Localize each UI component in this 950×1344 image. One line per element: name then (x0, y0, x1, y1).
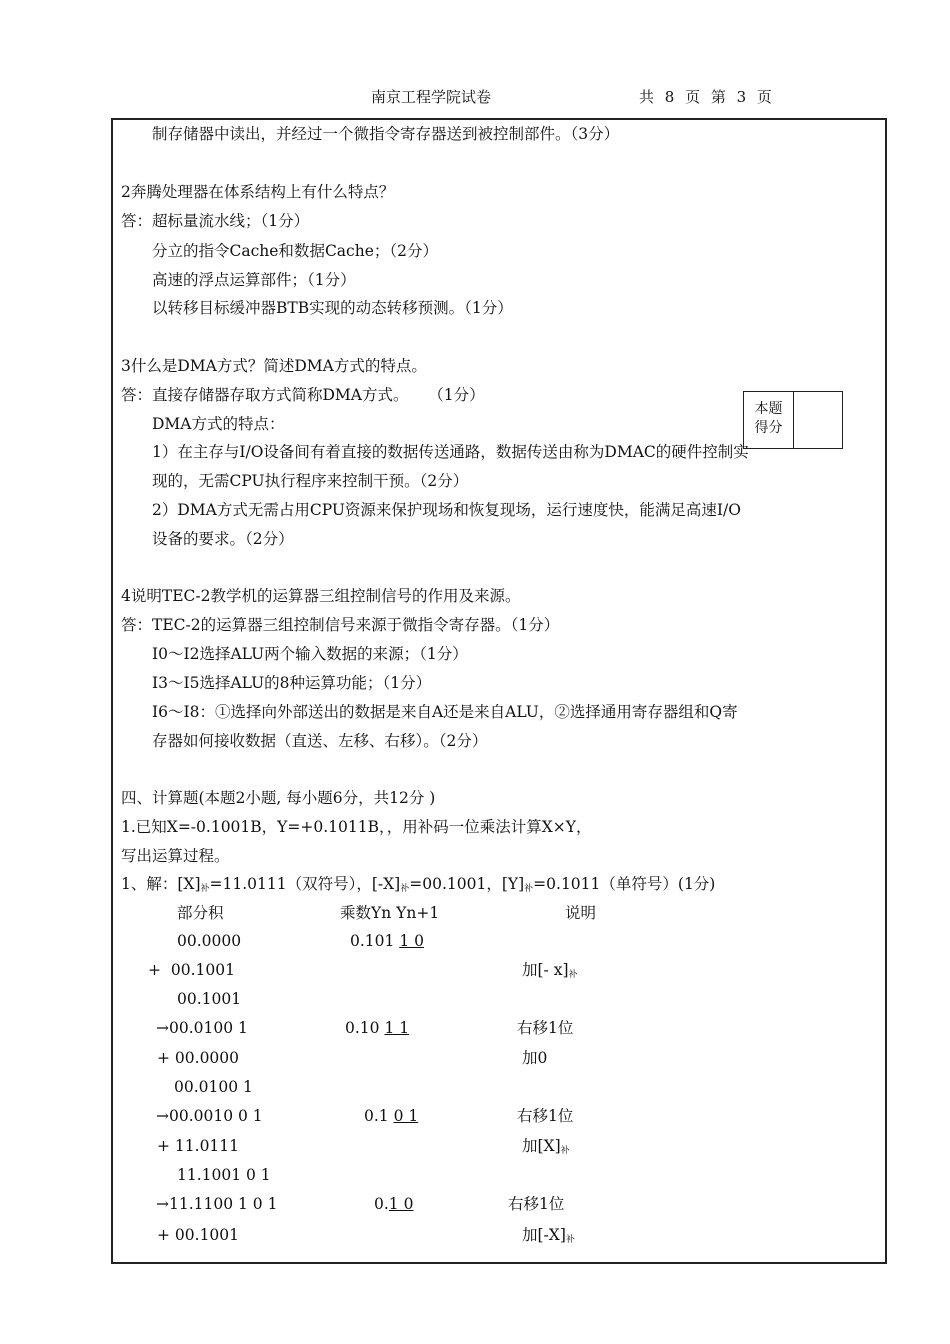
section-4-title: 四、计算题(本题2小题, 每小题6分，共12分 ) (121, 789, 436, 807)
calc-question-line: 1.已知X=-0.1001B，Y=+0.1011B，，用补码一位乘法计算X×Y， (121, 818, 592, 836)
calc-multiplier: 0.1 0 (374, 1195, 414, 1213)
answer-line: I6～I8：①选择向外部送出的数据是来自A还是来自ALU，②选择通用寄存器组和Q寄 (152, 703, 738, 721)
col-header-multiplier: 乘数Yn Yn+1 (340, 904, 440, 922)
answer-line: 现的，无需CPU执行程序来控制干预。（2分） (152, 472, 469, 490)
calc-multiplier: 0.1 0 1 (364, 1107, 419, 1125)
calc-partial: + 00.1001 (157, 1226, 240, 1244)
answer-line: 答：TEC-2的运算器三组控制信号来源于微指令寄存器。（1分） (121, 616, 560, 634)
page-count: 共 8 页 第 3 页 (639, 88, 772, 106)
answer-line: 设备的要求。（2分） (152, 530, 294, 548)
calc-note: 加[- $x]_补$ (522, 961, 578, 980)
score-box (743, 391, 843, 449)
score-label: 本题 得分 (744, 392, 794, 448)
answer-line: I3～I5选择ALU的8种运算功能；（1分） (152, 674, 432, 692)
text-line: 制存储器中读出，并经过一个微指令寄存器送到被控制部件。（3分） (152, 125, 620, 143)
answer-line: DMA方式的特点： (152, 415, 285, 433)
calc-note: 右移1位 (517, 1107, 574, 1125)
answer-line: 答：超标量流水线；（1分） (121, 212, 310, 230)
calc-partial: →00.0100 1 (156, 1019, 248, 1037)
col-header-partial: 部分积 (177, 904, 224, 922)
score-blank (794, 392, 842, 448)
solution-line: 1、解：$[X]_补=11.0111$（双符号），$[-X]_补=00.1001$，$[Y]_补=0.1011$（单符号）(1分) (121, 875, 716, 894)
calc-note: 加$[-X]_补$ (522, 1226, 575, 1245)
question-3-title: 3什么是DMA方式？简述DMA方式的特点。 (121, 357, 427, 375)
calc-note: 加0 (522, 1049, 548, 1067)
calc-note: 右移1位 (517, 1019, 574, 1037)
calc-partial: →11.1100 1 0 1 (156, 1195, 278, 1213)
page-header (0, 86, 950, 108)
calc-partial: + 11.0111 (157, 1137, 240, 1155)
calc-partial: + 00.0000 (157, 1049, 240, 1067)
calc-note: 加$[X]_补$ (522, 1137, 570, 1156)
calc-partial: 11.1001 0 1 (177, 1166, 271, 1184)
answer-line: 1）在主存与I/O设备间有着直接的数据传送通路，数据传送由称为DMAC的硬件控制实 (152, 443, 749, 461)
col-header-note: 说明 (565, 904, 597, 922)
calc-multiplier: 0.10 1 1 (345, 1019, 410, 1037)
calc-question-line: 写出运算过程。 (121, 847, 230, 865)
answer-line: 分立的指令Cache和数据Cache；（2分） (152, 242, 438, 260)
answer-line: I0～I2选择ALU两个输入数据的来源；（1分） (152, 645, 468, 663)
school-name: 南京工程学院试卷 (371, 88, 492, 106)
calc-note: 右移1位 (508, 1195, 565, 1213)
calc-partial: 00.1001 (177, 990, 242, 1008)
answer-line: 高速的浮点运算部件；（1分） (152, 271, 356, 289)
answer-line: 答：直接存储器存取方式简称DMA方式。 （1分） (121, 386, 485, 404)
answer-line: 以转移目标缓冲器BTB实现的动态转移预测。（1分） (152, 299, 513, 317)
answer-line: 存器如何接收数据（直送、左移、右移）。（2分） (152, 732, 488, 750)
calc-partial: 00.0100 1 (174, 1078, 253, 1096)
calc-partial: →00.0010 0 1 (156, 1107, 263, 1125)
calc-partial: + 00.1001 (148, 961, 235, 979)
calc-partial: 00.0000 (177, 932, 242, 950)
answer-line: 2）DMA方式无需占用CPU资源来保护现场和恢复现场，运行速度快，能满足高速I/O (152, 501, 741, 519)
calc-multiplier: 0.101 1 0 (350, 932, 424, 950)
question-4-title: 4说明TEC-2教学机的运算器三组控制信号的作用及来源。 (121, 587, 521, 605)
question-2-title: 2奔腾处理器在体系结构上有什么特点？ (121, 183, 395, 201)
